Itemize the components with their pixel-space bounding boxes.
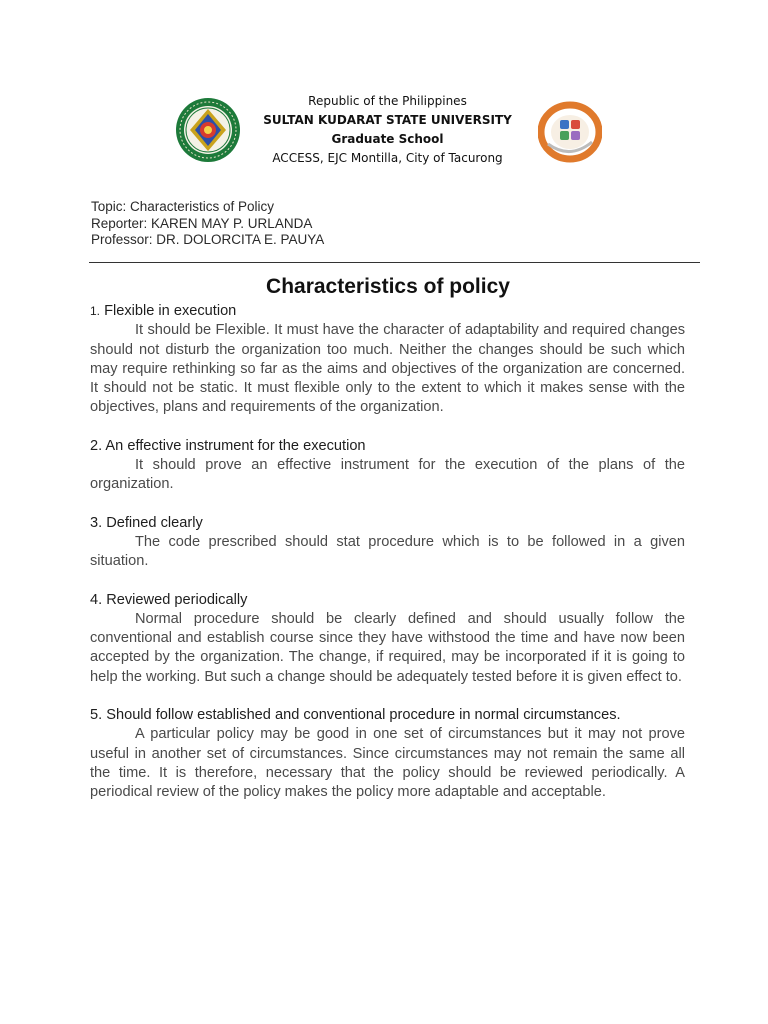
section-4 [90, 591, 685, 687]
section-heading: 4. Reviewed periodically [90, 591, 248, 608]
section-paragraph: It should be Flexible. It must have the character of adaptability and required changes should not disturb the organization too much. Neither the changes should be such which may require rethinking so far as the aims and objectives of the organization are concerned. It should not be static. It must flexible only to the extent to which it makes sense with the objectives, plans and requirements of the organization. [90, 322, 685, 416]
section-heading: 3. Defined clearly [90, 514, 203, 531]
institution-header [230, 92, 545, 168]
section-paragraph: Normal procedure should be clearly defined and should usually follow the conventional and establish course since they have withstood the time and have now been accepted by the organization. The change, if required, may be incorporated if it is going to help the working. But such a change should be adequately tested before it is given effect to. [90, 610, 685, 685]
topic-line: Topic: Characteristics of Policy [91, 199, 275, 214]
section-paragraph: It should prove an effective instrument for the execution of the plans of the organization. [90, 457, 685, 493]
divider [89, 262, 700, 263]
graduate-school-logo-icon [538, 100, 602, 164]
section-3 [90, 514, 685, 572]
page-title: Characteristics of policy [266, 275, 510, 298]
section-heading [90, 302, 685, 321]
section-heading: 2. An effective instrument for the execution [90, 437, 366, 454]
section-title: Flexible in execution [100, 303, 237, 319]
letterhead [0, 92, 768, 172]
reporter-line: Reporter: KAREN MAY P. URLANDA [91, 215, 313, 231]
document-meta [91, 199, 324, 249]
document-body [90, 302, 685, 822]
school-name: Graduate School [331, 132, 444, 146]
section-paragraph: The code prescribed should stat procedure which is to be followed in a given situation. [90, 533, 685, 570]
section-paragraph: A particular policy may be good in one set of circumstances but it may not prove useful in another set of circumstances. Since circumstances may not remain the same all the time. It is therefore, necessary that the policy should be reviewed periodically. A periodical review of the policy makes the policy more adaptable and acceptable. [90, 726, 685, 801]
section-number: 1. [90, 304, 101, 318]
campus-address: ACCESS, EJC Montilla, City of Tacurong [272, 151, 503, 165]
section-heading: 5. Should follow established and conventional procedure in normal circumstances. [90, 707, 621, 724]
section-1 [90, 302, 685, 418]
section-2 [90, 437, 685, 495]
republic-line: Republic of the Philippines [308, 94, 467, 108]
professor-line: Professor: DR. DOLORCITA E. PAUYA [91, 232, 325, 247]
section-5 [90, 706, 685, 802]
university-name: SULTAN KUDARAT STATE UNIVERSITY [263, 113, 512, 127]
